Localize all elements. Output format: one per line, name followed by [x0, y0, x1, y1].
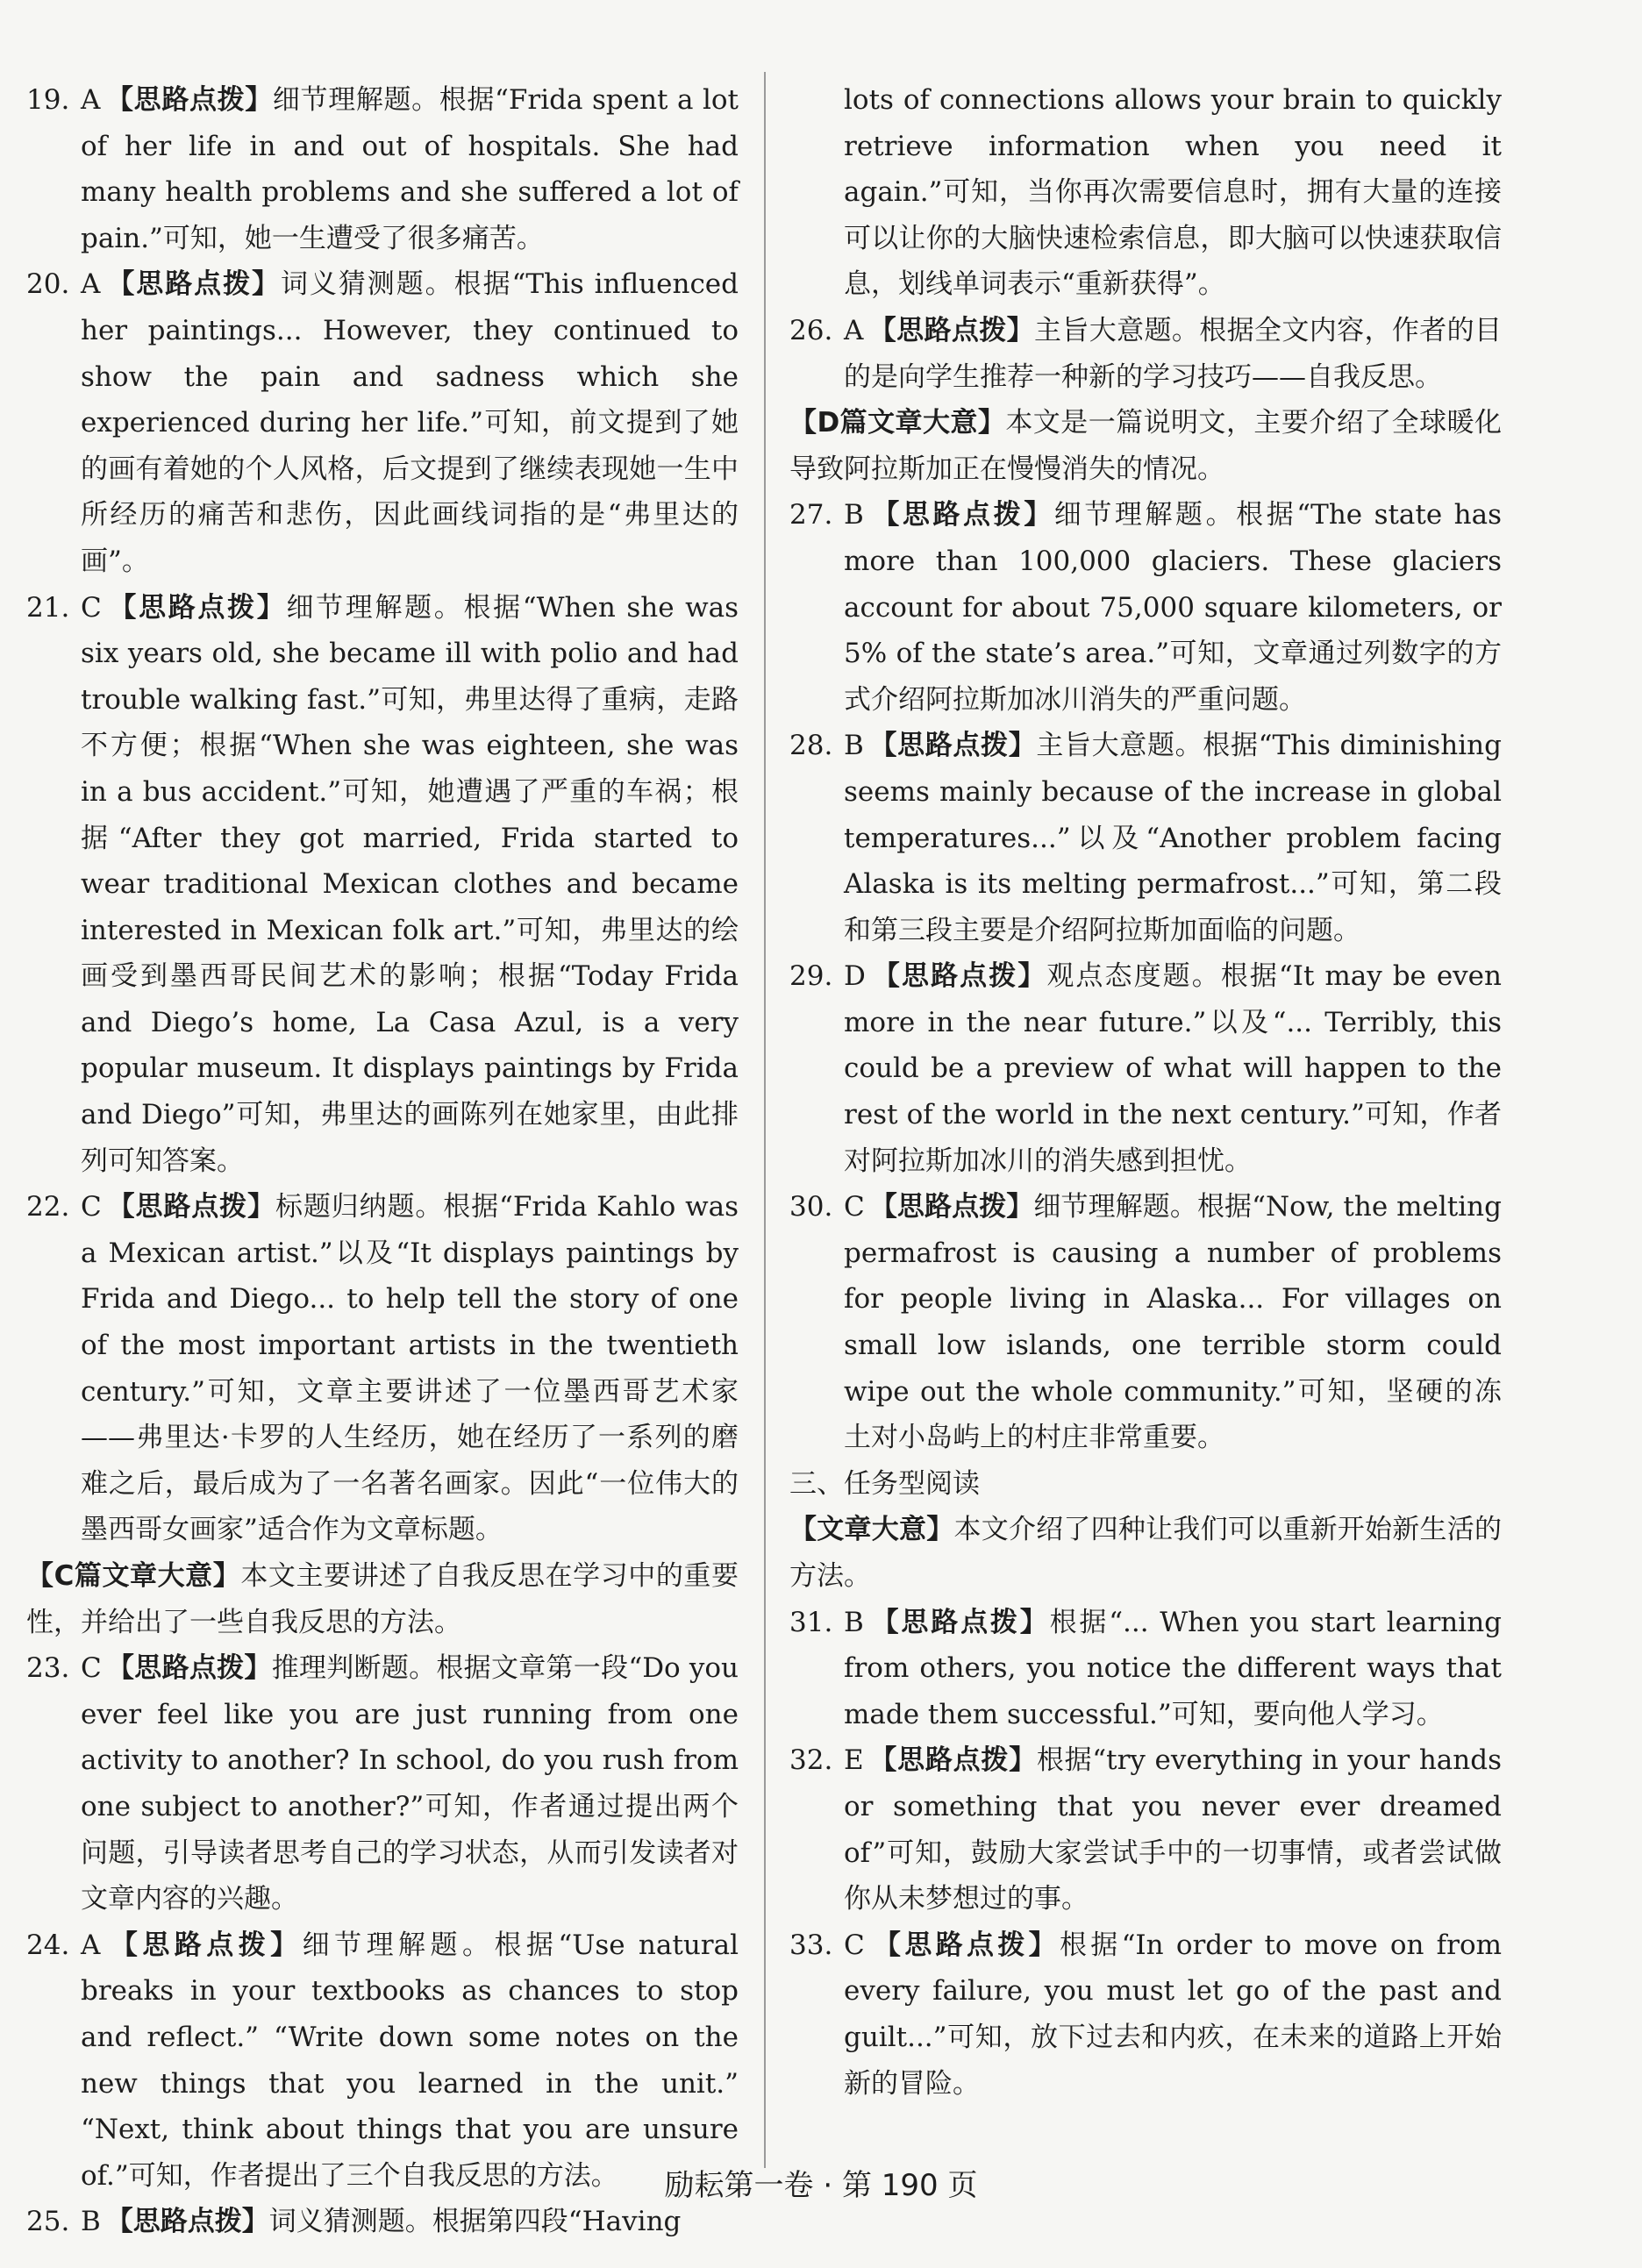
answer-letter: B	[844, 499, 864, 531]
answer-item	[789, 1600, 1502, 1738]
explanation-text: 主旨大意题。根据“This diminishing seems mainly because of the increase in global temperatures...”以及“Another problem facing Alaska is its melting permafrost...”可知，第二段和第三段主要是介绍阿拉斯加面临的问题。	[844, 730, 1502, 946]
explanation-text: 细节理解题。根据“Now, the melting permafrost is causing a number of problems for people living in Alaska... For villages on small low islands, one terrible storm could wipe out the whole community.”可知，坚硬的冻土对小岛屿上的村庄非常重要。	[844, 1191, 1502, 1454]
hint-tag: 【思路点拨】	[105, 2206, 269, 2238]
answer-item	[789, 953, 1502, 1184]
answer-letter: E	[844, 1744, 864, 1777]
answer-letter: A	[81, 84, 101, 116]
answer-letter: C	[81, 1652, 102, 1685]
answer-item	[789, 308, 1502, 400]
answer-item	[26, 1645, 739, 1922]
explanation-text: 词义猜测题。根据第四段“Having	[268, 2206, 682, 2238]
question-number: 21.	[26, 591, 70, 624]
answer-item	[26, 2199, 739, 2245]
hint-tag: 【思路点拨】	[105, 1929, 303, 1961]
answer-letter: A	[844, 314, 864, 346]
question-number: 28.	[789, 730, 833, 762]
question-number: 23.	[26, 1652, 70, 1685]
hint-tag: 【思路点拨】	[868, 730, 1037, 762]
hint-tag: 【思路点拨】	[868, 1606, 1050, 1638]
answer-item	[789, 492, 1502, 723]
answer-item	[789, 723, 1502, 953]
page-footer: 励耘第一卷 · 第 190 页	[664, 2168, 978, 2203]
question-number: 29.	[789, 960, 833, 993]
answer-letter: C	[81, 591, 102, 624]
explanation-text: 细节理解题。根据“Use natural breaks in your textbooks as chances to stop and reflect.” “Write down some notes on the new things that you learned in the unit.” “Next, think about things that you are unsure of.”可知，作者提出了三个自我反思的方法。	[81, 1929, 739, 2192]
summary-text: 本文是一篇说明文，主要介绍了全球暖化导致阿拉斯加正在慢慢消失的情况。	[789, 407, 1503, 485]
summary-text: 本文主要讲述了自我反思在学习中的重要性，并给出了一些自我反思的方法。	[26, 1560, 739, 1638]
question-number: 30.	[789, 1191, 833, 1223]
question-number: 26.	[789, 314, 833, 346]
answer-letter: B	[844, 1606, 864, 1638]
explanation-text: 词义猜测题。根据“This influenced her paintings... However, they continued to show the pain and sadness which she experienced during her life.”可知，前文提到了她的画有着她的个人风格，后文提到了继续表现她一生中所经历的痛苦和悲伤，因此画线词指的是“弗里达的画”。	[81, 268, 739, 577]
explanation-text: 标题归纳题。根据“Frida Kahlo was a Mexican artist.”以及“It displays paintings by Frida and Diego... to help tell the story of one of the most important artists in the twentieth century.”可知，文章主要讲述了一位墨西哥艺术家——弗里达·卡罗的人生经历，她在经历了一系列的磨难之后，最后成为了一名著名画家。因此“一位伟大的墨西哥女画家”适合作为文章标题。	[81, 1191, 739, 1546]
explanation-text: 主旨大意题。根据全文内容，作者的目的是向学生推荐一种新的学习技巧——自我反思。	[844, 314, 1503, 393]
explanation-text: 观点态度题。根据“It may be even more in the near future.”以及“... Terribly, this could be a preview of what will happen to the rest of the world in the next century.”可知，作者对阿拉斯加冰川的消失感到担忧。	[844, 960, 1502, 1177]
question-number: 27.	[789, 499, 833, 531]
question-number: 31.	[789, 1606, 833, 1638]
hint-tag: 【思路点拨】	[105, 268, 281, 301]
explanation-text: 根据“... When you start learning from others, you notice the different ways that made them successful.”可知，要向他人学习。	[844, 1606, 1502, 1730]
answer-letter: C	[844, 1929, 865, 1961]
question-number: 25.	[26, 2206, 70, 2238]
explanation-text: 细节理解题。根据“The state has more than 100,000 glaciers. These glaciers account for about 75,000 square kilometers, or 5% of the state’s area.”可知，文章通过列数字的方式介绍阿拉斯加冰川消失的严重问题。	[844, 499, 1502, 716]
question-number: 24.	[26, 1929, 70, 1961]
answer-letter: D	[844, 960, 866, 993]
explanation-text: 推理判断题。根据文章第一段“Do you ever feel like you are just running from one activity to another? In school, do you rush from one subject to another?”可知，作者通过提出两个问题，引导读者思考自己的学习状态，从而引发读者对文章内容的兴趣。	[81, 1652, 739, 1915]
column-divider	[764, 72, 766, 2168]
answer-letter: C	[844, 1191, 865, 1223]
answer-letter: B	[844, 730, 864, 762]
section-heading: 三、任务型阅读	[789, 1467, 980, 1500]
summary-tag: 【C篇文章大意】	[26, 1560, 241, 1592]
question-number: 32.	[789, 1744, 833, 1777]
answer-item	[789, 1922, 1502, 2107]
answer-item	[26, 261, 739, 584]
explanation-text: 细节理解题。根据“Frida spent a lot of her life in and out of hospitals. She had many health problems and she suffered a lot of pain.”可知，她一生遭受了很多痛苦。	[81, 84, 739, 254]
answer-item	[26, 585, 739, 1185]
hint-tag: 【思路点拨】	[869, 1191, 1034, 1223]
answer-letter: A	[81, 268, 101, 301]
hint-tag: 【思路点拨】	[106, 1652, 272, 1685]
answer-letter: C	[81, 1191, 102, 1223]
hint-tag: 【思路点拨】	[106, 1191, 275, 1223]
hint-tag: 【思路点拨】	[106, 591, 287, 624]
answer-item	[26, 1184, 739, 1553]
explanation-text: 根据“try everything in your hands or something that you never ever dreamed of”可知，鼓励大家尝试手中的一切事情，或者尝试做你从未梦想过的事。	[844, 1744, 1503, 1915]
hint-tag: 【思路点拨】	[868, 499, 1054, 531]
question-number: 33.	[789, 1929, 833, 1961]
right-column	[789, 77, 1502, 2107]
question-number: 20.	[26, 268, 70, 301]
question-number: 19.	[26, 84, 70, 116]
hint-tag: 【思路点拨】	[869, 1929, 1060, 1961]
hint-tag: 【思路点拨】	[870, 960, 1047, 993]
answer-item	[789, 1737, 1502, 1922]
left-column	[26, 77, 739, 2245]
explanation-text: 细节理解题。根据“When she was six years old, she became ill with polio and had trouble walking fast.”可知，弗里达得了重病，走路不方便；根据“When she was eighteen, she was in a bus accident.”可知，她遭遇了严重的车祸；根据“After they got married, Frida started to wear traditional Mexican clothes and became interested in Mexican folk art.”可知，弗里达的绘画受到墨西哥民间艺术的影响；根据“Today Frida and Diego’s home, La Casa Azul, is a very popular museum. It displays paintings by Frida and Diego”可知，弗里达的画陈列在她家里，由此排列可知答案。	[81, 591, 739, 1177]
answer-item	[26, 77, 739, 261]
hint-tag: 【思路点拨】	[868, 314, 1035, 346]
summary-tag: 【D篇文章大意】	[789, 407, 1006, 439]
continued-explanation	[789, 77, 1502, 308]
summary-c	[26, 1553, 739, 1645]
continued-text: lots of connections allows your brain to quickly retrieve information when you need it again.”可知，当你再次需要信息时，拥有大量的连接可以让你的大脑快速检索信息，即大脑可以快速获取信息，划线单词表示“重新获得”。	[844, 84, 1502, 301]
summary-tag: 【文章大意】	[789, 1514, 954, 1546]
answer-letter: A	[81, 1929, 101, 1961]
summary-text: 本文介绍了四种让我们可以重新开始新生活的方法。	[789, 1514, 1503, 1592]
hint-tag: 【思路点拨】	[868, 1744, 1037, 1777]
question-number: 22.	[26, 1191, 70, 1223]
summary-task	[789, 1507, 1502, 1599]
answer-item	[26, 1922, 739, 2200]
explanation-text: 根据“In order to move on from every failure, you must let go of the past and guilt...”可知，放下过去和内疚，在未来的道路上开始新的冒险。	[844, 1929, 1503, 2100]
summary-d	[789, 400, 1502, 492]
hint-tag: 【思路点拨】	[105, 84, 273, 116]
answer-letter: B	[81, 2206, 101, 2238]
answer-item	[789, 1184, 1502, 1461]
